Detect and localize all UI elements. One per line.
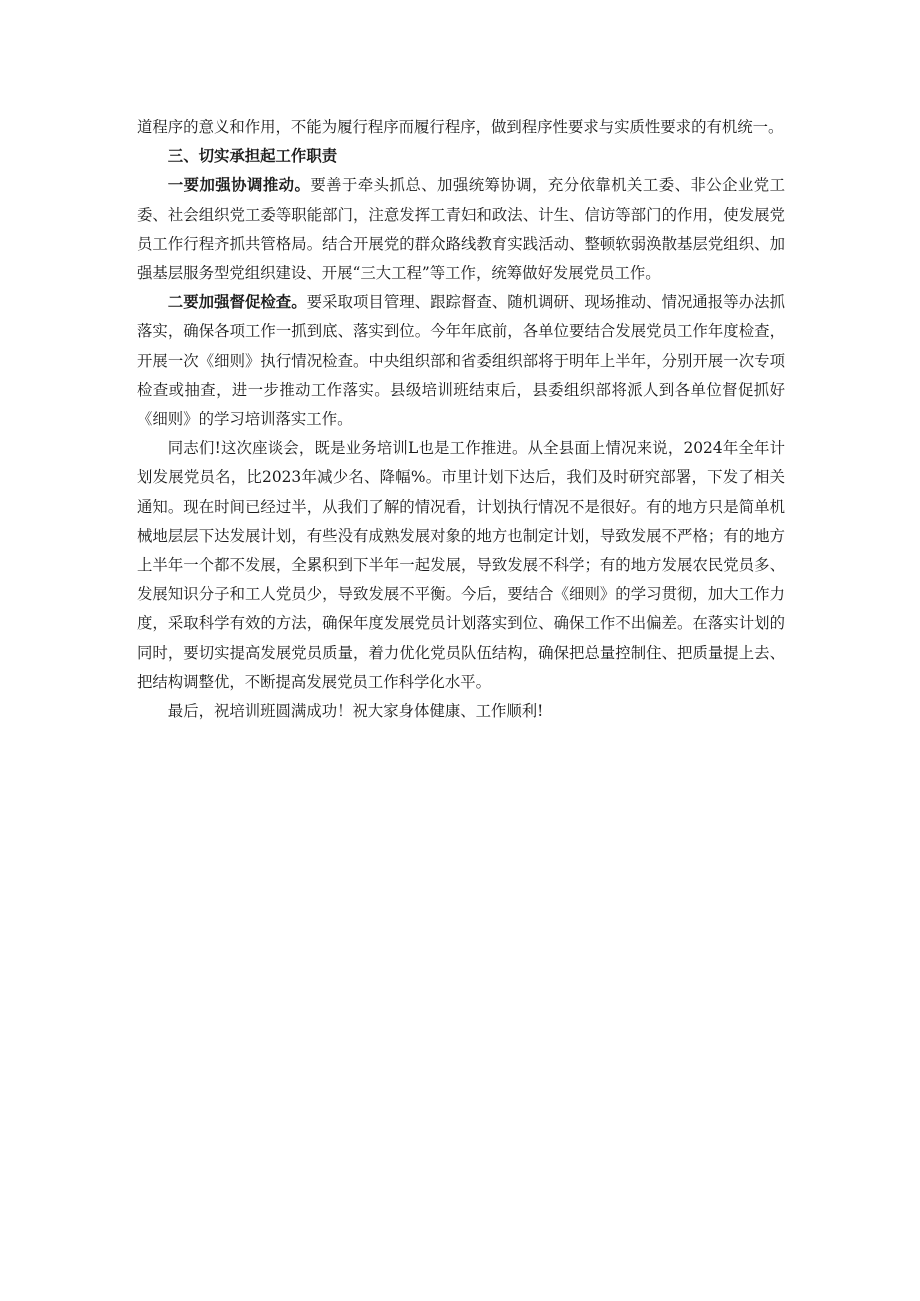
item-1-body: 要善于牵头抓总、加强统筹协调，充分依靠机关工委、非公企业党工委、社会组织党工委等职能部门，注意发挥工青妇和政法、计生、信访等部门的作用，使发展党员工作行程齐抓共管格局。结合开展党的群众路线教育实践活动、整顿软弱涣散基层党组织、加强基层服务型党组织建设、开展“三大工程”等工作，统筹做好发展党员工作。 [137, 176, 785, 283]
paragraph-item-2 [137, 288, 785, 434]
paragraph-closing: 最后，祝培训班圆满成功！祝大家身体健康、工作顺利! [167, 702, 544, 721]
paragraph-continuation: 道程序的意义和作用，不能为履行程序而履行程序，做到程序性要求与实质性要求的有机统一。 [137, 118, 784, 136]
item-2-lead: 二要加强督促检查。 [167, 293, 307, 312]
paragraph-item-1 [137, 171, 785, 288]
section-heading: 三、切实承担起工作职责 [167, 147, 338, 166]
paragraph-comrades: 同志们!这次座谈会，既是业务培训L也是工作推进。从全县面上情况来说，2024年全年计划发展党员名，比2023年减少名、降幅%。市里计划下达后，我们及时研究部署，下发了相关通知。现在时间已经过半，从我们了解的情况看，计划执行情况不是很好。有的地方只是简单机械地层层下达发展计划，有些没有成熟发展对象的地方也制定计划，导致发展不严格；有的地方上半年一个都不发展，全累积到下半年一起发展，导致发展不科学；有的地方发展农民党员多、发展知识分子和工人党员少，导致发展不平衡。今后，要结合《细则》的学习贯彻，加大工作力度，采取科学有效的方法，确保年度发展党员计划落实到位、确保工作不出偏差。在落实计划的同时，要切实提高发展党员质量，着力优化党员队伍结构，确保把总量控制住、把质量提上去、把结构调整优，不断提高发展党员工作科学化水平。 [137, 439, 785, 691]
document-page [137, 113, 785, 726]
item-1-lead: 一要加强协调推动。 [167, 176, 311, 195]
item-2-body: 要采取项目管理、跟踪督查、随机调研、现场推动、情况通报等办法抓落实，确保各项工作一抓到底、落实到位。今年年底前，各单位要结合发展党员工作年度检查，开展一次《细则》执行情况检查。中央组织部和省委组织部将于明年上半年，分别开展一次专项检查或抽查，进一步推动工作落实。县级培训班结束后，县委组织部将派人到各单位督促抓好《细则》的学习培训落实工作。 [137, 293, 785, 429]
